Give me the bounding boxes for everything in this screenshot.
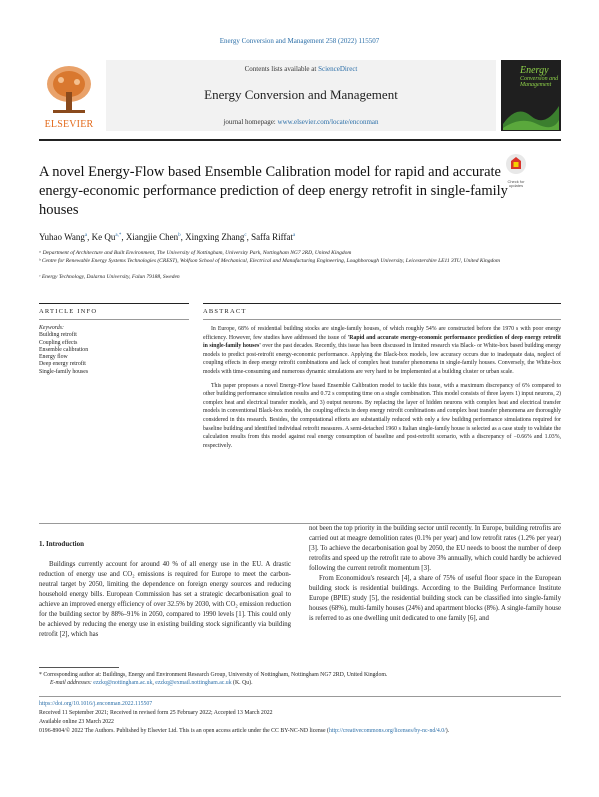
intro-paragraph-3: From Economidou's research [4], a share of 75% of useful floor space in the European building stock is residential buildings. According to the Building Performance Institute Europe (BPIE) study [5], the residential building stock can be classified into single-family houses (68%), multi-family houses (24%) and apartment blocks (8%). A single-family house is referred to as one dwelling unit dedicated to one family [6], and (309, 575, 561, 622)
abstract-p1-end: over the past decades. Recently, this issue has been discussed in limited research via Black- or White-box based building energy models to predict post-retrofit energy-economic performance. Applying the Black-box models, low accuracy occurs due to inadequate data, neglect of coupling effects in deep energy retrofit combinations and lack of complex heat transfer phenomena in single-family houses. Conversely, the White-box models with time-consuming and numerous dynamic simulations are very hard to be implemented at a building cluster or urban scale. (203, 343, 561, 375)
received-dates: Received 11 September 2021; Received in revised form 25 February 2022; Accepted 13 March 2022 (39, 710, 273, 716)
email-label: E-mail addresses: (50, 680, 92, 686)
abstract-p1-emphasis: 'Rapid and accurate energy-economic performance prediction of deep energy retrofit in single-family houses' (203, 334, 561, 350)
sciencedirect-link[interactable]: ScienceDirect (318, 65, 358, 73)
license-statement (39, 728, 561, 736)
contents-list-line (106, 65, 496, 73)
doi-link[interactable] (39, 701, 561, 709)
journal-cover-thumbnail (501, 60, 561, 131)
check-for-updates-badge[interactable] (505, 153, 527, 188)
author-name[interactable]: Ke Qu (91, 232, 116, 242)
journal-title: Energy Conversion and Management (204, 87, 398, 102)
keywords-label: Keywords: (39, 325, 64, 331)
elsevier-logo (39, 62, 99, 130)
article-title: A novel Energy-Flow based Ensemble Calibration model for rapid and accurate energy-economic performance prediction of deep energy retrofit in single-family houses (39, 164, 508, 218)
author-name[interactable]: Yuhao Wang (39, 232, 85, 242)
intro-paragraph-2: not been the top priority in the building sector until recently. In Europe, building retrofits are carried out at meagre demolition rates (0.1% per year) and low retrofit rates (1.2% per year) [3]. To achieve the decarbonisation goal by 2050, the EU needs to boost the number of deep retrofits and speed up the retrofit rate to above 3% annually, which could hardly be achieved following the current retrofit momentum [3]. (309, 525, 561, 572)
keyword-item: Coupling effects (39, 339, 78, 346)
author-affil-mark: b (178, 233, 181, 238)
article-info-subrule (39, 319, 189, 320)
license-prefix: 0196-8904/© 2022 The Authors. Published by Elsevier Ltd. This is an open access article under the CC BY-NC-ND license ( (39, 728, 329, 734)
email-link-2[interactable]: ezzkq@exmail.nottingham.ac.uk (155, 680, 232, 686)
license-link[interactable]: http://creativecommons.org/licenses/by-nc-nd/4.0/ (328, 728, 446, 734)
author-affil-mark: a (84, 233, 88, 238)
check-updates-label: Check for updates (507, 179, 525, 188)
doi-rule (39, 696, 561, 697)
cover-art-icon (503, 94, 559, 130)
homepage-line (106, 118, 496, 126)
author-name[interactable]: Xingxing Zhang (185, 232, 245, 242)
abstract-paragraph-2: This paper proposes a novel Energy-Flow based Ensemble Calibration model to tackle this issue, with a maximum discrepancy of 6% compared to other building performance simulation results and 0.72 s computing time on a single combination. This model consists of three layers 1) input neurons, 2) complex heat and electrical transfer models, and 3) output neurons. By replacing the layer of hidden neurons with complex heat and electrical transfer models in conventional Black-box models, the coupling effects in deep energy retrofit combinations and complex heat transfer phenomena are thoroughly considered in this research. Besides, the computational efforts are substantially reduced with only a few building performance simulations required for baseline building and identified individual retrofit measures. A semi-detached 1960 s Italian single-family house is selected as a case study to validate the calculation results from this model against real energy consumption of baseline and post-retrofit scenario, with a discrepancy of −0.66% and 1.03%, respectively. (203, 382, 561, 449)
email-link-1[interactable]: ezzkq@nottingham.ac.uk (93, 680, 153, 686)
homepage-link[interactable]: www.elsevier.com/locate/enconman (277, 118, 379, 126)
journal-info-panel (106, 60, 496, 131)
affiliation-c: ᶜ Energy Technology, Dalarna University, Falun 79188, Sweden (39, 274, 180, 280)
article-info-heading: ARTICLE INFO (39, 308, 98, 315)
homepage-prefix: journal homepage: (223, 118, 276, 126)
keywords-block (39, 325, 189, 376)
email-suffix: (K. Qu). (231, 680, 253, 686)
abstract-heading: ABSTRACT (203, 308, 247, 315)
abstract-p1-start: In Europe, 68% of residential building stocks are single-family houses, of which roughly 54% are constructed before the 1970 s with poor energy efficiency. However, few studies have addressed the issue of (203, 326, 561, 341)
author-list: Yuhao Wang$^a$, Ke $Qu^{a,*}$, Xiangjie Chen$^b$, Xingxing Zhang$^c$, Saffa Riffat$^a$ (39, 232, 296, 242)
cover-title: Energy (520, 65, 549, 76)
affiliation-a: ᵃ Department of Architecture and Built Environment, The University of Nottingham, University Park, Nottingham NG7 2RD, United Kingdom (39, 250, 352, 256)
available-online: Available online 23 March 2022 (39, 719, 114, 725)
doi-text[interactable]: https://doi.org/10.1016/j.enconman.2022.115507 (39, 701, 153, 707)
author-name[interactable]: Xiangjie Chen (125, 232, 179, 242)
intro-paragraph-1: Buildings currently account for around 40 % of all energy use in the EU. A drastic reduction of energy use and CO₂ emissions is required for Europe to meet the carbon-neutral target by 2050, limiting the dependence on foreign energy sources and reducing household energy bills. European Commission has set a strategic decarbonisation goal to achieve an improved energy efficiency of over 32.5% by 2030, with CO₂ emission reduction for the building sector by 88%–91% in 2050, compared to 1990 levels [1]. This could only be achieved by reducing the energy use in existing building stock significantly via building retrofit [2], which has (39, 561, 291, 638)
abstract-subrule (203, 319, 561, 320)
corresponding-author-note: * Corresponding author at: Buildings, Energy and Environment Research Group, University of Nottingham, Nottingham NG7 2RD, United Kingdom. (39, 672, 388, 678)
email-separator: , (152, 680, 154, 686)
journal-header (39, 60, 561, 134)
section-heading-introduction: 1. Introduction (39, 540, 84, 548)
cover-subtitle: Conversion and Management (520, 76, 559, 88)
keyword-item: Single-family houses (39, 368, 89, 375)
body-left-column (39, 560, 291, 640)
author-affil-mark: a (292, 233, 296, 238)
journal-reference[interactable]: Energy Conversion and Management 258 (2022) 115507 (219, 37, 380, 45)
body-right-column (309, 524, 561, 624)
abstract-paragraph-1 (203, 325, 561, 377)
author-affil-mark: c (244, 233, 247, 238)
abstract-rule (203, 303, 561, 304)
keyword-item: Energy flow (39, 354, 68, 361)
license-suffix: ). (445, 728, 450, 734)
email-addresses-line (39, 680, 572, 688)
check-updates-icon (505, 153, 527, 175)
contents-prefix: Contents lists available at (244, 65, 317, 73)
keyword-item: Deep energy retrofit (39, 361, 86, 368)
article-info-rule (39, 303, 189, 304)
footnote-rule (39, 667, 119, 668)
author-affil-mark: a,* (115, 233, 122, 238)
author-name[interactable]: Saffa Riffat (251, 232, 293, 242)
affiliation-b: ᵇ Centre for Renewable Energy Systems Technologies (CREST), Wolfson School of Mechanical, Electrical and Manufacturing Engineering, Loughborough University, Leicestershire LE11 3TU, United Kingdom (39, 258, 501, 264)
keyword-item: Ensemble calibration (39, 346, 89, 353)
keyword-item: Building retrofit (39, 332, 77, 339)
elsevier-tree-icon (39, 62, 99, 118)
header-rule (39, 139, 561, 141)
publisher-name: ELSEVIER (44, 119, 94, 130)
abstract-text (203, 325, 561, 450)
